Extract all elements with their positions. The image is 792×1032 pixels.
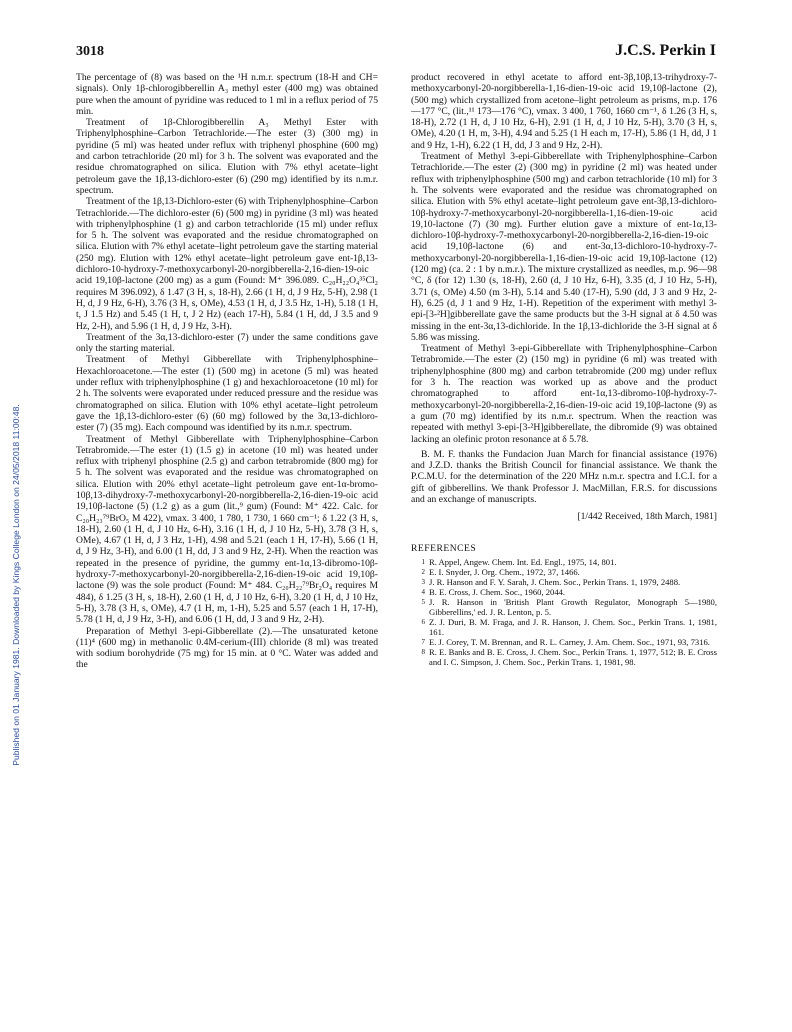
paragraph: The percentage of (8) was based on the ¹H n.m.r. spectrum (18-H and CH= signals). Only 1β-chlorogibberellin A₃ methyl ester (400 mg) was obtained pure when the amount of pyridine was reduced to 1 ml in a reflux period of 75 min. [76, 72, 378, 117]
paragraph: Treatment of Methyl Gibberellate with Triphenylphosphine–Carbon Tetrabromide.—The ester (1) (1.5 g) in acetone (10 ml) was heated under reflux with triphenyl phosphine (2.5 g) and carbon tetrabromide (800 mg) for 5 h. The solvent was evaporated and the residue was chromatographed on silica. Elution with 20% ethyl acetate–light petroleum gave ent-1α-bromo-10β,13-dihydroxy-7-methoxycarbonyl-20-norgibberella-2,16-dien-19-oic acid 19,10β-lactone (5) (1.2 g) as a gum (lit.,⁹ gum) (Found: M⁺ 422. Calc. for C₂₀H₂₃⁷⁹BrO₅ M 422), νmax. 3 400, 1 780, 1 730, 1 660 cm⁻¹; δ 1.22 (3 H, s, 18-H), 2.60 (1 H, d, J 10 Hz, 6-H), 3.16 (1 H, d, J 10 Hz, 5-H), 3.78 (3 H, s, OMe), 4.67 (1 H, d, J 3 Hz, 1-H), 4.98 and 5.21 (each 1 H, 17-H), 5.66 (1 H, d, J 9 Hz, 3-H), and 6.00 (1 H, dd, J 3 and 9 Hz, 2-H). When the reaction was repeated in the presence of pyridine, the gummy ent-1α,13-dibromo-10β-hydroxy-7-methoxycarbonyl-20-norgibberella-2,16-dien-19-oic acid 19,10β-lactone (9) was the sole product (Found: M⁺ 484. C₂₀H₂₂⁷⁹Br₂O₄ requires M 484), δ 1.25 (3 H, s, 18-H), 2.60 (1 H, d, J 10 Hz, 6-H), 3.20 (1 H, d, J 10 Hz, 5-H), 3.78 (3 H, s, OMe), 4.7 (1 H, m, 1-H), 5.25 and 5.57 (each 1 H, 17-H), 5.78 (1 H, d, J 9 Hz, 3-H), and 6.06 (1 H, dd, J 3 and 9 Hz, 2-H). [76, 433, 378, 626]
paragraph: Treatment of the 3α,13-dichloro-ester (7) under the same conditions gave only the starting material. [76, 331, 378, 355]
reference-text: E. J. Corey, T. M. Brennan, and R. L. Carney, J. Am. Chem. Soc., 1971, 93, 7316. [429, 636, 710, 647]
right-column [411, 72, 717, 667]
reference-item [411, 597, 717, 617]
reference-text: Z. J. Duri, B. M. Fraga, and J. R. Hanson, J. Chem. Soc., Perkin Trans. 1, 1981, 161. [429, 616, 717, 637]
paragraph: Treatment of Methyl 3-epi-Gibberellate with Triphenylphosphine–Carbon Tetrachloride.—The ester (2) (300 mg) in pyridine (2 ml) was heated under reflux with triphenylphosphine (500 mg) and carbon tetrachloride (10 ml) for 3 h. The solvents were evaporated and the residue was chromatographed on silica. Elution with 5% ethyl acetate–light petroleum gave ent-3β,13-dichloro-10β-hydroxy-7-methoxycarbonyl-20-norgibberella-1,16-dien-19-oic acid 19,10-lactone (7) (30 mg). Further elution gave a mixture of ent-1α,13-dichloro-10β-hydroxy-7-methoxycarbonyl-20-norgibberella-2,16-dien-19-oic acid 19,10β-lactone (6) and ent-3α,13-dichloro-10-hydroxy-7-methoxycarbonyl-20-norgibberella-1,16-dien-19-oic acid 19,10β-lactone (12) (120 mg) (ca. 2 : 1 by n.m.r.). The mixture crystallized as needles, m.p. 96—98 °C, δ (for 12) 1.30 (s, 18-H), 2.60 (d, J 10 Hz, 6-H), 3.35 (d, J 10 Hz, 5-H), 3.71 (s, OMe) 4.50 (m 3-H), 5.14 and 5.40 (17-H), 5.90 (dd, J 3 and 9 Hz, 2-H), 6.25 (d, J 1 and 9 Hz, 1-H). Repetition of the experiment with methyl 3-epi-[3-²H]gibberellate gave the same products but the 3-H signal at δ 4.50 was missing in the ent-3α,13-dichloride. In the 1β,13-dichloride the 3-H signal at δ 5.86 was missing. [411, 151, 717, 343]
paragraph: Treatment of Methyl 3-epi-Gibberellate with Triphenylphosphine–Carbon Tetrabromide.—The ester (2) (150 mg) in pyridine (6 ml) was treated with triphenylphosphine (800 mg) and carbon tetrabromide (200 mg) under reflux for 3 h. The reaction was worked up as above and the product chromatographed to afford ent-1α,13-dibromo-10β-hydroxy-7-methoxycarbonyl-20-norgibberella-2,16-dien-19-oic acid 19,10β-lactone (9) as a gum (70 mg) identified by its n.m.r. spectrum. When the reaction was repeated with methyl 3-epi-[3-²H]gibberellate, the dibromide (9) was obtained lacking an olefinic proton resonance at δ 5.78. [411, 343, 717, 445]
reference-item [411, 617, 717, 637]
reference-number: 3 [421, 577, 425, 586]
paragraph: Treatment of 1β-Chlorogibberellin A₃ Methyl Ester with Triphenylphosphine–Carbon Tetrachloride.—The ester (3) (300 mg) in pyridine (5 ml) was heated under reflux with triphenyl phosphine (600 mg) and carbon tetrachloride (20 ml) for 3 h. The solvent was evaporated and the residue chromatographed on silica. Elution with 7% ethyl acetate–light petroleum gave the 1β,13-dichloro-ester (6) (290 mg) identified by its n.m.r. spectrum. [76, 117, 378, 196]
paragraph: Treatment of the 1β,13-Dichloro-ester (6) with Triphenylphosphine–Carbon Tetrachloride.—The dichloro-ester (6) (500 mg) in pyridine (3 ml) was heated with triphenylphosphine (1 g) and carbon tetrachloride (15 ml) under reflux for 5 h. The solvent was evaporated and the residue chromatographed on silica. Elution with 7% ethyl acetate–light petroleum gave the starting material (250 mg). Elution with 12% ethyl acetate–light petroleum gave ent-1β,13-dichloro-10-hydroxy-7-methoxycarbonyl-20-norgibberella-2,16-dien-19-oic acid 19,10β-lactone (200 mg) as a gum (Found: M⁺ 396.089. C₂₀H₂₂O₄³⁵Cl₂ requires M 396.092), δ 1.47 (3 H, s, 18-H), 2.66 (1 H, d, J 9 Hz, 5-H), 2.98 (1 H, d, J 9 Hz, 6-H), 3.76 (3 H, s, OMe), 4.53 (1 H, d, J 3.5 Hz, 1-H), 5.18 (1 H, t, J 1.5 Hz) and 5.45 (1 H, t, J 2 Hz) (each 17-H), 5.84 (1 H, dd, J 3.5 and 9 Hz, 2-H), and 5.96 (1 H, d, J 9 Hz, 3-H). [76, 196, 378, 332]
page-number: 3018 [76, 44, 104, 59]
reference-item [411, 557, 717, 567]
paragraph: product recovered in ethyl acetate to afford ent-3β,10β,13-trihydroxy-7-methoxycarbonyl-20-norgibberella-1,16-dien-19-oic acid 19,10β-lactone (2), (500 mg) which crystallized from acetone–light petroleum as prisms, m.p. 176—177 °C, (lit.,¹¹ 173—176 °C), νmax. 3 400, 1 760, 1660 cm⁻¹, δ 1.26 (3 H, s, 18-H), 2.72 (1 H, d, J 10 Hz, 6-H), 2.91 (1 H, d, J 10 Hz, 5-H), 3.70 (3 H, s, OMe), 4.20 (1 H, m, 3-H), 4.94 and 5.25 (1 H each m, 17-H), 5.86 (1 H, dd, J 1 and 9 Hz, 1-H), 6.22 (1 H, dd, J 3 and 9 Hz, 2-H). [411, 72, 717, 151]
reference-text: R. E. Banks and B. E. Cross, J. Chem. Soc., Perkin Trans. 1, 1977, 512; B. E. Cross and I. C. Simpson, J. Chem. Soc., Perkin Trans. 1, 1981, 98. [429, 646, 717, 667]
reference-item [411, 567, 717, 577]
reference-item [411, 637, 717, 647]
reference-text: J. R. Hanson in 'British Plant Growth Regulator, Monograph 5—1980, Gibberellins,' ed. J. R. Lenton, p. 5. [429, 596, 717, 617]
reference-item [411, 577, 717, 587]
reference-text: B. E. Cross, J. Chem. Soc., 1960, 2044. [429, 586, 566, 597]
reference-number: 6 [421, 617, 425, 626]
reference-number: 1 [421, 557, 425, 566]
provenance-note [10, 240, 22, 940]
journal-title: J.C.S. Perkin I [615, 42, 716, 59]
reference-text: J. R. Hanson and F. Y. Sarah, J. Chem. Soc., Perkin Trans. 1, 1979, 2488. [429, 576, 681, 587]
references-list [411, 557, 717, 667]
paragraph: Preparation of Methyl 3-epi-Gibberellate (2).—The unsaturated ketone (11)⁴ (600 mg) in methanolic 0.4M-cerium-(III) chloride (8 ml) was treated with sodium borohydride (75 mg) for 15 min. at 0 °C. Water was added and the [76, 625, 378, 671]
paragraph: Treatment of Methyl Gibberellate with Triphenylphosphine–Hexachloroacetone.—The ester (1) (500 mg) in acetone (5 ml) was heated under reflux with triphenylphosphine (1 g) and hexachloroacetone (10 ml) for 2 h. The solvents were evaporated under reduced pressure and the residue was chromatographed on silica. Elution with 10% ethyl acetate–light petroleum gave the 1β,13-dichloro-ester (6) (60 mg) followed by the 3α,13-dichloro-ester (7) (35 mg). Each compound was identified by its n.m.r. spectrum. [76, 354, 378, 434]
reference-text: R. Appel, Angew. Chem. Int. Ed. Engl., 1975, 14, 801. [429, 556, 617, 567]
left-column [76, 72, 378, 671]
reference-number: 7 [421, 637, 425, 646]
reference-number: 2 [421, 567, 425, 576]
references-heading: REFERENCES [411, 542, 477, 554]
reference-item [411, 587, 717, 597]
reference-text: E. I. Snyder, J. Org. Chem., 1972, 37, 1466. [429, 566, 580, 577]
reference-number: 8 [421, 647, 425, 656]
received-date: [1/442 Received, 18th March, 1981] [577, 511, 717, 523]
acknowledgements: B. M. F. thanks the Fundacion Juan March for financial assistance (1976) and J.Z.D. thanks the British Council for financial assistance. We thank the P.C.M.U. for the determination of the 220 MHz n.m.r. spectra and I.C.I. for a gift of gibberellins. We thank Professor J. MacMillan, F.R.S. for discussions and an exchange of manuscripts. [411, 448, 717, 505]
provenance-note-text[interactable]: Published on 01 January 1981. Downloaded by Kings College London on 24/05/2018 11:00:48. [11, 404, 21, 766]
reference-item [411, 647, 717, 667]
reference-number: 5 [421, 597, 425, 606]
reference-number: 4 [421, 587, 425, 596]
